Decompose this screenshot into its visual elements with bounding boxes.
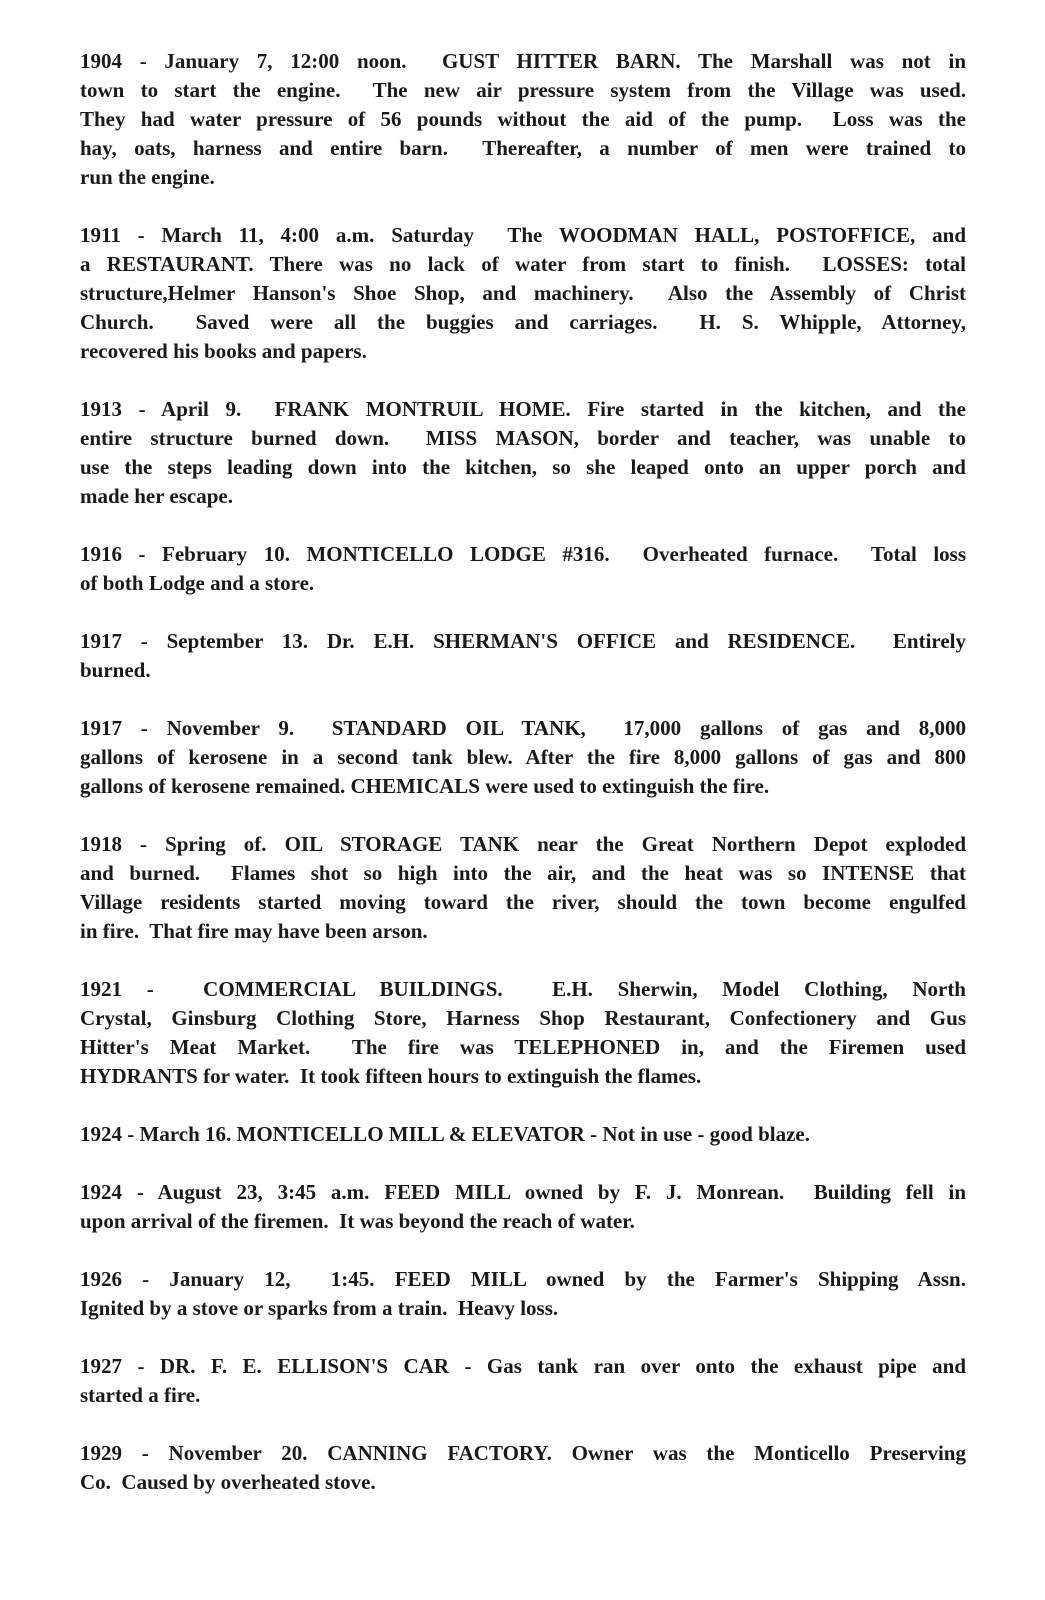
entry-line: recovered his books and papers.: [80, 339, 367, 363]
document-page: [80, 47, 966, 1526]
entry-line: gallons of kerosene remained. CHEMICALS were used to extinguish the fire.: [80, 774, 770, 798]
fire-entry: [80, 1265, 966, 1323]
entry-line: town to start the engine. The new air pressure system from the Village was used.: [80, 78, 966, 102]
entry-line: 1904 - January 7, 12:00 noon. GUST HITTER BARN. The Marshall was not in: [80, 49, 966, 73]
fire-entry: [80, 714, 966, 801]
entry-line: Ignited by a stove or sparks from a train. Heavy loss.: [80, 1296, 559, 1320]
entry-line: 1926 - January 12, 1:45. FEED MILL owned by the Farmer's Shipping Assn.: [80, 1267, 966, 1291]
fire-entry: [80, 395, 966, 511]
entry-line: 1917 - September 13. Dr. E.H. SHERMAN'S OFFICE and RESIDENCE. Entirely: [80, 629, 966, 653]
entry-line: 1924 - August 23, 3:45 a.m. FEED MILL owned by F. J. Monrean. Building fell in: [80, 1180, 966, 1204]
entry-line: Hitter's Meat Market. The fire was TELEPHONED in, and the Firemen used: [80, 1035, 966, 1059]
entry-line: upon arrival of the firemen. It was beyond the reach of water.: [80, 1209, 635, 1233]
entry-line: entire structure burned down. MISS MASON, border and teacher, was unable to: [80, 426, 966, 450]
entry-line: hay, oats, harness and entire barn. Thereafter, a number of men were trained to: [80, 136, 966, 160]
entry-line: HYDRANTS for water. It took fifteen hours to extinguish the flames.: [80, 1064, 702, 1088]
entry-line: run the engine.: [80, 165, 215, 189]
entry-line: structure,Helmer Hanson's Shoe Shop, and machinery. Also the Assembly of Christ: [80, 281, 966, 305]
entry-line: use the steps leading down into the kitchen, so she leaped onto an upper porch and: [80, 455, 966, 479]
entry-line: 1927 - DR. F. E. ELLISON'S CAR - Gas tank ran over onto the exhaust pipe and: [80, 1354, 966, 1378]
fire-entry: [80, 1352, 966, 1410]
fire-entry: [80, 47, 966, 192]
entry-line: of both Lodge and a store.: [80, 571, 315, 595]
entry-line: 1917 - November 9. STANDARD OIL TANK, 17,000 gallons of gas and 8,000: [80, 716, 966, 740]
entry-line: in fire. That fire may have been arson.: [80, 919, 428, 943]
entry-line: started a fire.: [80, 1383, 201, 1407]
entry-line: made her escape.: [80, 484, 233, 508]
fire-entry: [80, 830, 966, 946]
entry-line: 1924 - March 16. MONTICELLO MILL & ELEVATOR - Not in use - good blaze.: [80, 1122, 810, 1146]
entry-line: gallons of kerosene in a second tank blew. After the fire 8,000 gallons of gas and 800: [80, 745, 966, 769]
entry-line: Church. Saved were all the buggies and carriages. H. S. Whipple, Attorney,: [80, 310, 966, 334]
entry-line: Village residents started moving toward the river, should the town become engulfed: [80, 890, 966, 914]
entry-line: Crystal, Ginsburg Clothing Store, Harness Shop Restaurant, Confectionery and Gus: [80, 1006, 966, 1030]
entry-line: and burned. Flames shot so high into the air, and the heat was so INTENSE that: [80, 861, 966, 885]
entry-line: Co. Caused by overheated stove.: [80, 1470, 376, 1494]
fire-entry: [80, 1178, 966, 1236]
fire-entry: [80, 1439, 966, 1497]
entry-line: 1918 - Spring of. OIL STORAGE TANK near the Great Northern Depot exploded: [80, 832, 966, 856]
fire-entry: [80, 540, 966, 598]
fire-entry: [80, 221, 966, 366]
entry-line: 1916 - February 10. MONTICELLO LODGE #316. Overheated furnace. Total loss: [80, 542, 966, 566]
fire-entry: [80, 627, 966, 685]
entry-line: They had water pressure of 56 pounds without the aid of the pump. Loss was the: [80, 107, 966, 131]
fire-entry: [80, 975, 966, 1091]
entry-line: burned.: [80, 658, 151, 682]
fire-entry: [80, 1120, 966, 1149]
entry-line: a RESTAURANT. There was no lack of water from start to finish. LOSSES: total: [80, 252, 966, 276]
entry-line: 1911 - March 11, 4:00 a.m. Saturday The WOODMAN HALL, POSTOFFICE, and: [80, 223, 966, 247]
entry-line: 1913 - April 9. FRANK MONTRUIL HOME. Fire started in the kitchen, and the: [80, 397, 966, 421]
entry-line: 1929 - November 20. CANNING FACTORY. Owner was the Monticello Preserving: [80, 1441, 966, 1465]
entry-line: 1921 - COMMERCIAL BUILDINGS. E.H. Sherwin, Model Clothing, North: [80, 977, 966, 1001]
